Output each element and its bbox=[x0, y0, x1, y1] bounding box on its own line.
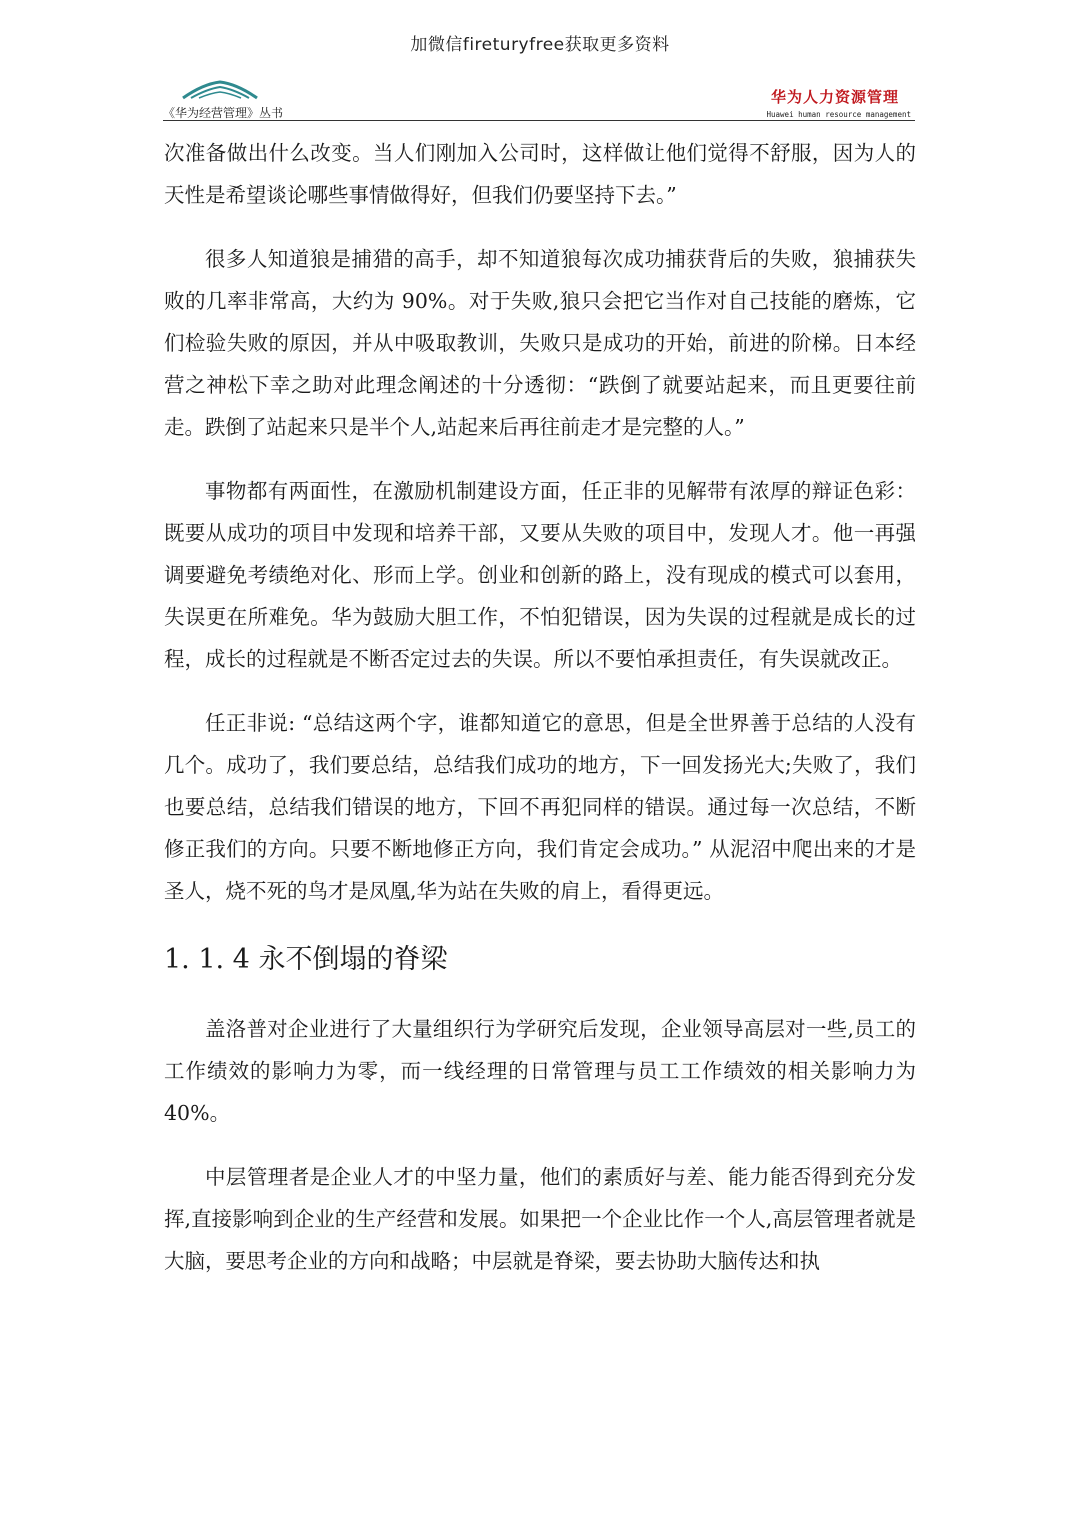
mountain-logo-icon bbox=[181, 78, 259, 102]
paragraph-5: 盖洛普对企业进行了大量组织行为学研究后发现，企业领导高层对一些,员工的工作绩效的影响力为零，而一线经理的日常管理与员工工作绩效的相关影响力为 40%。 bbox=[164, 1017, 916, 1125]
paragraph-1: 次准备做出什么改变。当人们刚加入公司时，这样做让他们觉得不舒服，因为人的天性是希望谈论哪些事情做得好，但我们仍要坚持下去。” bbox=[164, 141, 916, 207]
paragraph-6: 中层管理者是企业人才的中坚力量，他们的素质好与差、能力能否得到充分发挥,直接影响到企业的生产经营和发展。如果把一个企业比作一个人,高层管理者就是大脑，要思考企业的方向和战略；中层就是脊梁，要去协助大脑传达和执 bbox=[164, 1165, 916, 1273]
paragraph-4: 任正非说: “总结这两个字，谁都知道它的意思，但是全世界善于总结的人没有几个。成功了，我们要总结，总结我们成功的地方，下一回发扬光大;失败了，我们也要总结，总结我们错误的地方，下回不再犯同样的错误。通过每一次总结，不断修正我们的方向。只要不断地修正方向，我们肯定会成功。” 从泥沼中爬出来的才是圣人，烧不死的鸟才是凤凰,华为站在失败的肩上，看得更远。 bbox=[164, 711, 916, 903]
paragraph-2: 很多人知道狼是捕猎的高手，却不知道狼每次成功捕获背后的失败，狼捕获失败的几率非常高，大约为 90%。对于失败,狼只会把它当作对自己技能的磨炼，它们检验失败的原因，并从中吸取教训，失败只是成功的开始，前进的阶梯。日本经营之神松下幸之助对此理念阐述的十分透彻：“跌倒了就要站起来，而且更要往前走。跌倒了站起来只是半个人,站起来后再往前走才是完整的人。” bbox=[164, 247, 916, 439]
paragraph-3: 事物都有两面性，在激励机制建设方面，任正非的见解带有浓厚的辩证色彩：既要从成功的项目中发现和培养干部，又要从失败的项目中，发现人才。他一再强调要避免考绩绝对化、形而上学。创业和创新的路上，没有现成的模式可以套用，失误更在所难免。华为鼓励大胆工作，不怕犯错误，因为失误的过程就是成长的过程，成长的过程就是不断否定过去的失误。所以不要怕承担责任，有失误就改正。 bbox=[164, 479, 916, 671]
page-body bbox=[164, 132, 916, 1304]
series-title: 《华为经营管理》丛书 bbox=[163, 106, 284, 120]
page-header bbox=[163, 78, 915, 124]
watermark-text: 加微信fireturyfree获取更多资料 bbox=[410, 35, 670, 55]
brand-title: 华为人力资源管理 bbox=[770, 88, 899, 106]
section-heading: 1. 1. 4 永不倒塌的脊梁 bbox=[164, 944, 448, 975]
brand-subtitle: Huawei human resource management bbox=[766, 110, 911, 119]
header-divider bbox=[163, 120, 915, 121]
